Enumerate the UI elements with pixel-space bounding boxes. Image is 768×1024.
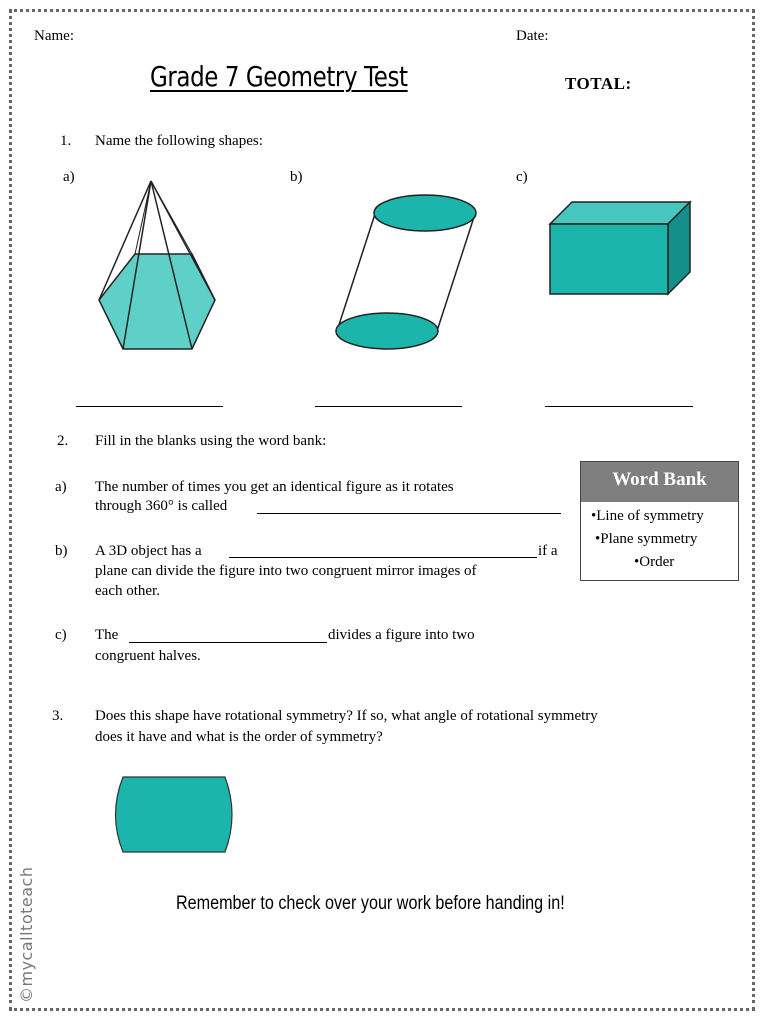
q2-c-blank[interactable] <box>129 642 327 643</box>
total-label: TOTAL: <box>565 74 632 93</box>
q2-c-label: c) <box>55 627 67 643</box>
q1-b-label: b) <box>290 169 303 185</box>
q2-b-label: b) <box>55 543 68 559</box>
rounded-rectangle-shape <box>109 775 239 855</box>
q1-prompt: Name the following shapes: <box>95 133 263 149</box>
answer-line-c[interactable] <box>545 406 693 407</box>
q2-b-text-line2: plane can divide the figure into two congruent mirror images of <box>95 563 477 579</box>
word-bank-item: •Order <box>634 554 675 570</box>
rectangular-prism-shape <box>546 198 694 298</box>
word-bank-box <box>580 461 739 581</box>
q3-number: 3. <box>52 708 64 724</box>
q2-b-blank[interactable] <box>229 557 537 558</box>
q3-text-line1: Does this shape have rotational symmetry? If so, what angle of rotational symmetry <box>95 708 598 724</box>
word-bank-title: Word Bank <box>581 462 738 502</box>
date-label: Date: <box>516 28 549 44</box>
watermark: ©mycalltoteach <box>17 866 36 1003</box>
q2-a-blank[interactable] <box>257 513 561 514</box>
word-bank-item: •Line of symmetry <box>591 508 704 524</box>
q2-b-text-end: if a <box>538 543 558 559</box>
word-bank-item: •Plane symmetry <box>595 531 698 547</box>
q2-b-text-line3: each other. <box>95 583 160 599</box>
q1-c-label: c) <box>516 169 528 185</box>
reminder-text: Remember to check over your work before handing in! <box>176 893 565 914</box>
q2-number: 2. <box>57 433 69 449</box>
q2-b-text-start: A 3D object has a <box>95 543 202 559</box>
q1-a-label: a) <box>63 169 75 185</box>
q1-number: 1. <box>60 133 72 149</box>
q2-c-text-start: The <box>95 627 119 643</box>
q2-c-text-end: divides a figure into two <box>328 627 475 643</box>
q2-a-text-line1: The number of times you get an identical figure as it rotates <box>95 479 454 495</box>
hexagonal-pyramid-shape <box>95 178 220 354</box>
answer-line-b[interactable] <box>315 406 462 407</box>
oblique-cylinder-shape <box>330 190 482 352</box>
q2-a-label: a) <box>55 479 67 495</box>
name-label: Name: <box>34 28 74 44</box>
q2-a-text-line2: through 360° is called <box>95 498 228 514</box>
q3-text-line2: does it have and what is the order of symmetry? <box>95 729 383 745</box>
q2-c-text-line2: congruent halves. <box>95 648 201 664</box>
q2-prompt: Fill in the blanks using the word bank: <box>95 433 327 449</box>
page-title: Grade 7 Geometry Test <box>150 60 408 93</box>
answer-line-a[interactable] <box>76 406 223 407</box>
